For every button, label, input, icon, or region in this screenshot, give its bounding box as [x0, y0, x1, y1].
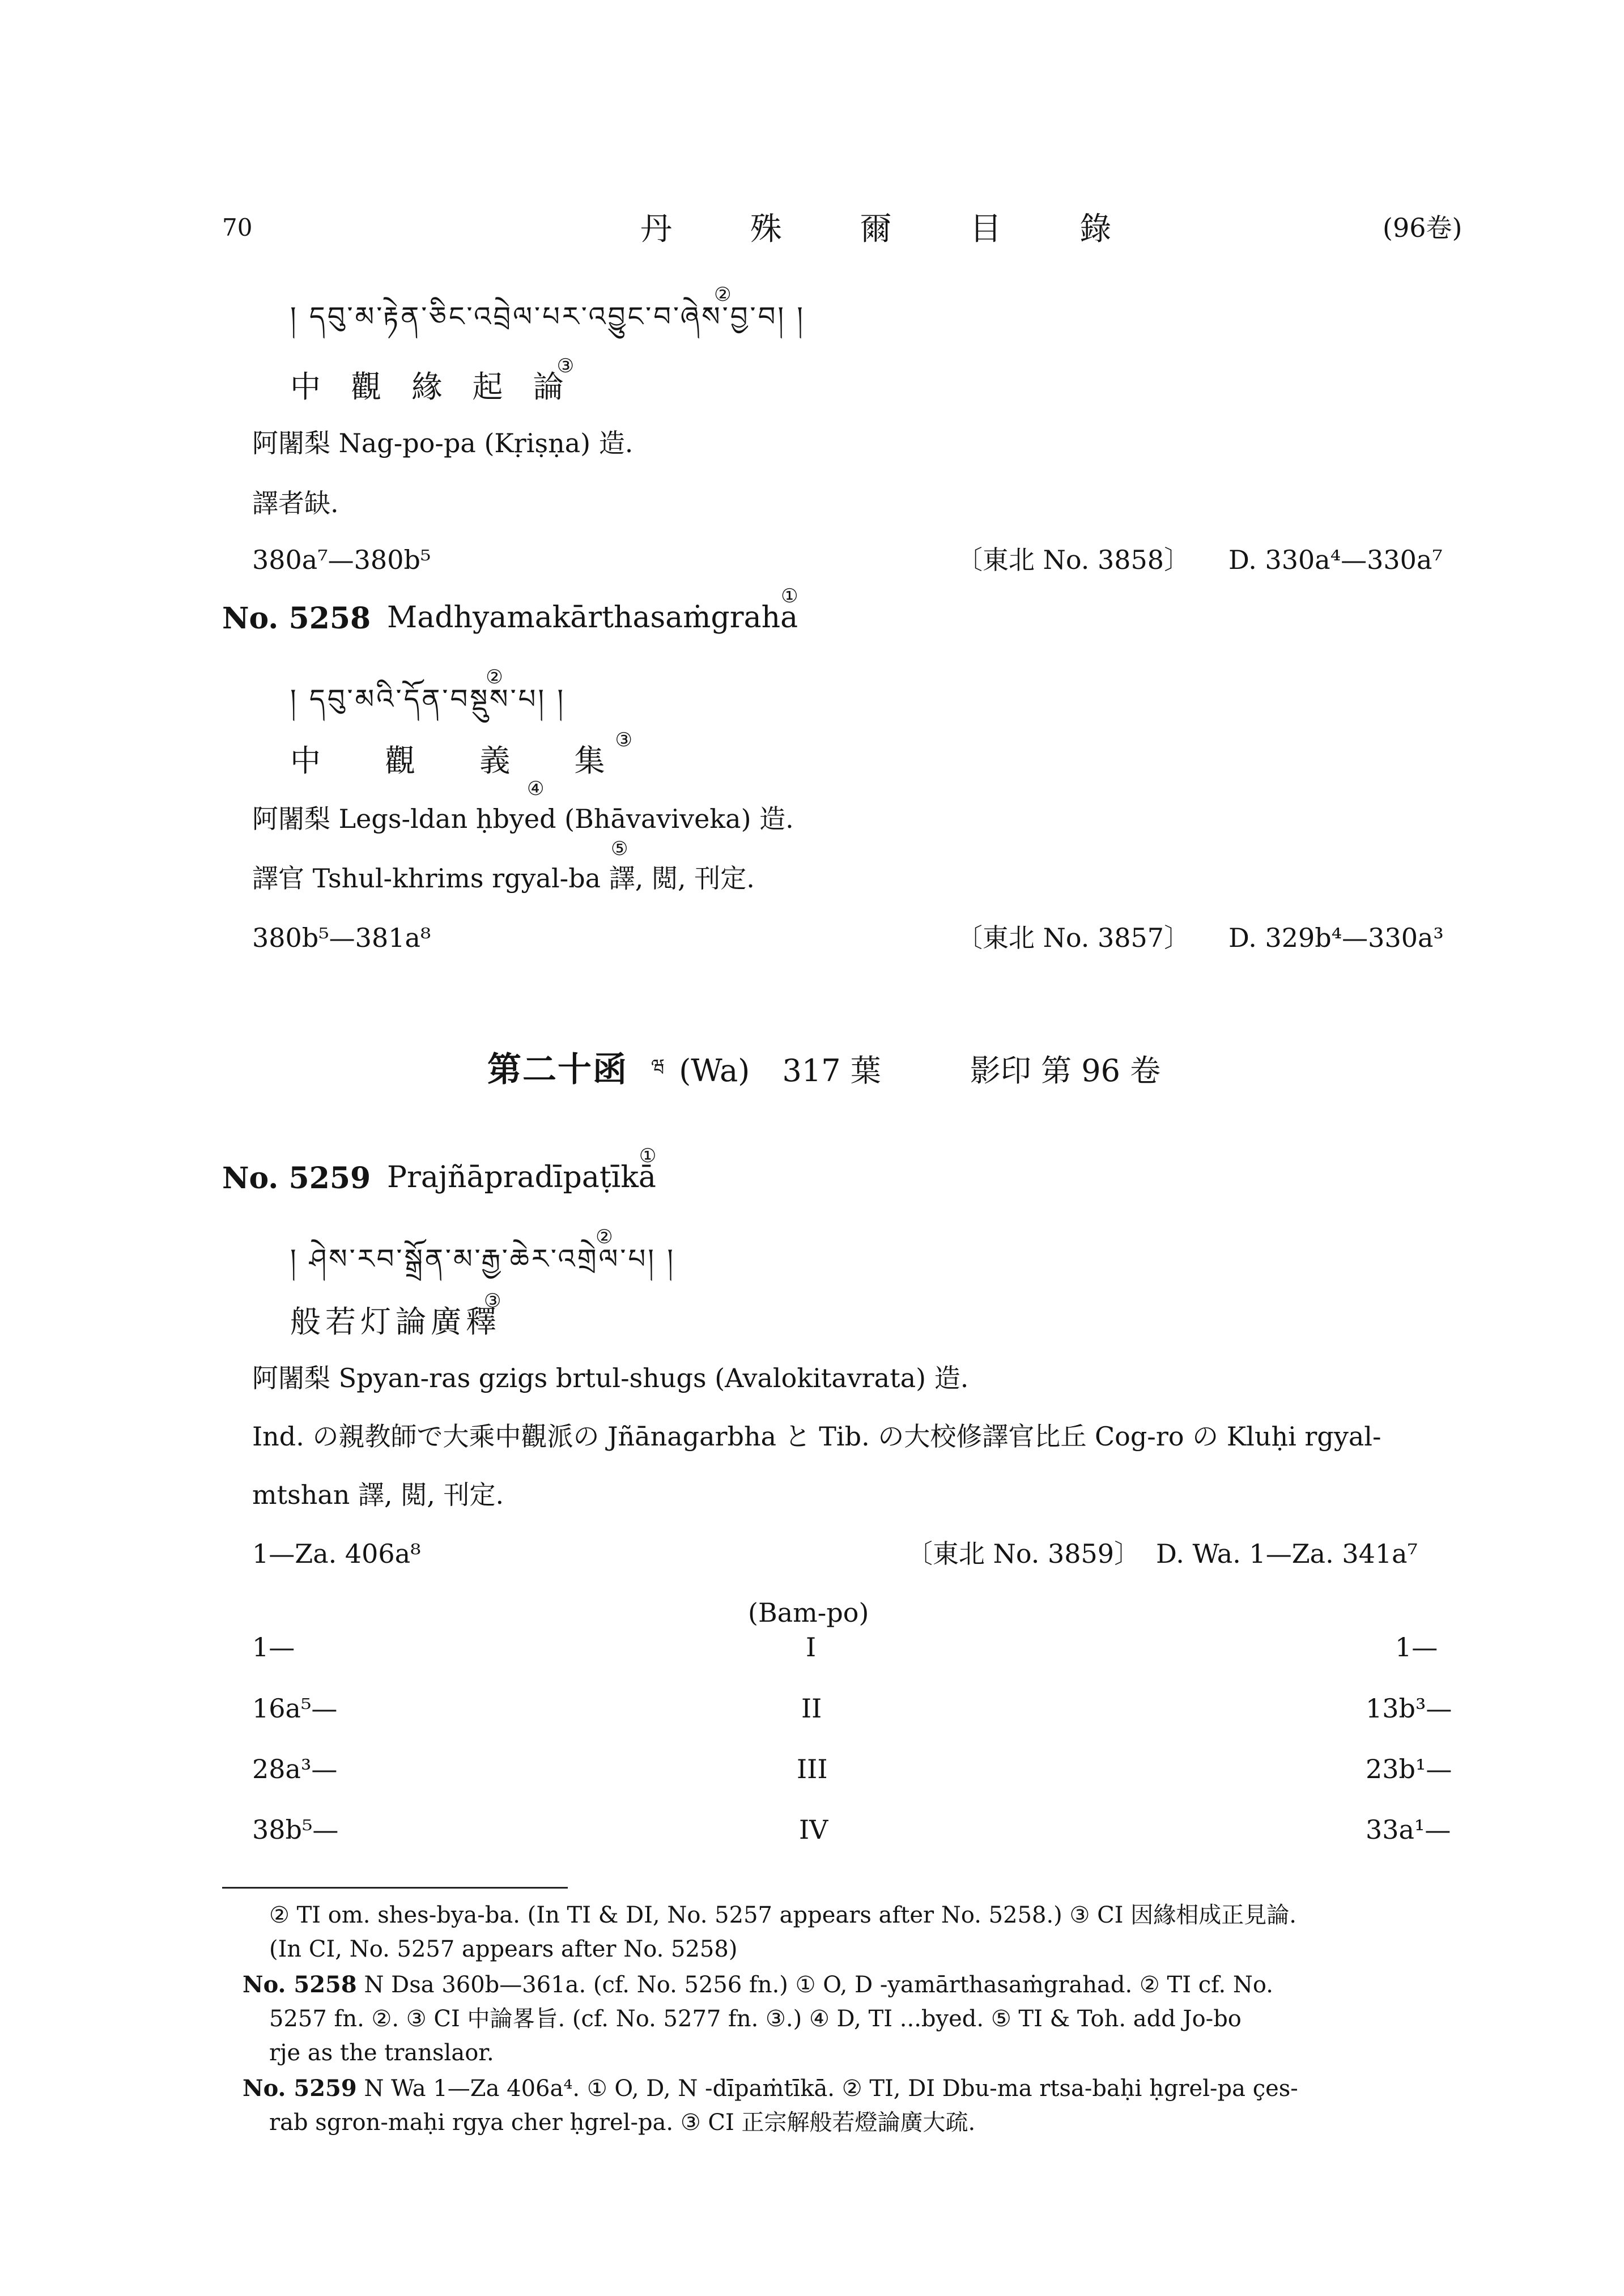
translator-line: 譯官 Tshul-khrims rgyal-ba 譯, 閲, 刊定.	[252, 863, 755, 894]
tibetan-title: ། དབུ་མ་རྟེན་ཅིང་འབྲེལ་པར་འབྱུང་བ་ཞེས་བྱ་བ། ། ②	[290, 283, 805, 333]
footnote-rule	[222, 1887, 568, 1889]
bampo-number: III	[797, 1754, 828, 1784]
author-line: 阿闍梨 Legs-ldan ḥbyed (Bhāvaviveka) 造.	[252, 803, 794, 834]
footnote-mark: ④	[527, 777, 545, 800]
footnote-mark: ②	[486, 666, 505, 688]
derge-ref: D. Wa. 1—Za. 341a⁷	[1156, 1538, 1418, 1569]
bampo-number: IV	[799, 1814, 828, 1845]
translator-line: Ind. の親教師で大乘中觀派の Jñānagarbha と Tib. の大校修譯官比丘 Cog-ro の Kluḥi rgyal-	[252, 1421, 1381, 1452]
derge-ref: D. 330a⁴—330a⁷	[1228, 545, 1443, 575]
bampo-derge: 13b³—	[1366, 1693, 1452, 1724]
tohoku-ref: 〔東北 No. 3857〕	[956, 922, 1191, 953]
footnote-mark: ①	[639, 1145, 657, 1167]
footnote-mark: ②	[714, 283, 734, 306]
running-title: 丹 殊 爾 目 錄	[640, 211, 1146, 248]
folio-range: 1—Za. 406a⁸	[252, 1538, 421, 1569]
bampo-derge: 23b¹—	[1366, 1754, 1452, 1784]
bampo-number: I	[806, 1632, 817, 1663]
author-line: 阿闍梨 Spyan-ras gzigs brtul-shugs (Avalokitavrata) 造.	[252, 1363, 969, 1393]
footnote-mark: ③	[484, 1290, 506, 1312]
footnote-mark: ⑤	[611, 837, 628, 860]
footnote: No. 5259 N Wa 1—Za 406a⁴. ① O, D, N -dīpaṁtīkā. ② TI, DI Dbu-ma rtsa-baḥi ḥgrel-pa çes-	[243, 2075, 1298, 2102]
bampo-derge: 1—	[1395, 1632, 1438, 1663]
page-number: 70	[222, 214, 253, 241]
volume-label: (96卷)	[1383, 212, 1463, 243]
footnote: rje as the translaor.	[269, 2040, 494, 2066]
footnote-mark: ①	[781, 585, 798, 607]
bampo-peking: 38b⁵—	[252, 1814, 339, 1845]
entry-number: No. 5258	[222, 601, 371, 636]
chinese-title: 般若灯論廣釋③	[290, 1290, 506, 1340]
chinese-title: 中 觀 義 集③	[290, 729, 660, 779]
footnote: No. 5258 N Dsa 360b—361a. (cf. No. 5256 fn.) ① O, D -yamārthasaṁgrahad. ② TI cf. No.	[243, 1971, 1274, 1998]
bampo-number: II	[801, 1693, 822, 1724]
bampo-peking: 1—	[252, 1632, 295, 1663]
bampo-derge: 33a¹—	[1366, 1814, 1451, 1845]
tohoku-ref: 〔東北 No. 3858〕	[956, 545, 1191, 575]
bampo-peking: 16a⁵—	[252, 1693, 338, 1724]
entry-number: No. 5259	[222, 1161, 371, 1196]
footnote: rab sgron-maḥi rgya cher ḥgrel-pa. ③ CI 正宗解般若燈論廣大疏.	[269, 2110, 976, 2136]
footnote-mark: ②	[596, 1226, 615, 1248]
footnote: ② TI om. shes-bya-ba. (In TI & DI, No. 5257 appears after No. 5258.) ③ CI 因緣相成正見論.	[269, 1902, 1296, 1928]
footnote: (In CI, No. 5257 appears after No. 5258)	[269, 1936, 738, 1962]
sanskrit-title: Madhyamakārthasaṁgraha①	[387, 585, 798, 635]
footnote-mark: ③	[556, 355, 585, 377]
chinese-title: 中 觀 緣 起 論③	[290, 355, 585, 405]
derge-ref: D. 329b⁴—330a³	[1228, 922, 1444, 953]
tohoku-ref: 〔東北 No. 3859〕	[907, 1538, 1141, 1569]
tibetan-title: ། དབུ་མའི་དོན་བསྡུས་པ། ། ②	[290, 666, 566, 715]
bampo-header: (Bam-po)	[748, 1597, 869, 1628]
translator-line-continued: mtshan 譯, 閲, 刊定.	[252, 1479, 504, 1510]
footnote-mark: ③	[615, 729, 660, 751]
translator-line: 譯者缺.	[252, 488, 339, 518]
footnote: 5257 fn. ②. ③ CI 中論畧旨. (cf. No. 5277 fn. ③.) ④ D, TI ...byed. ⑤ TI & Toh. add Jo-bo	[269, 2006, 1242, 2032]
author-line: 阿闍梨 Nag-po-pa (Kṛiṣṇa) 造.	[252, 428, 634, 458]
bampo-peking: 28a³—	[252, 1754, 338, 1784]
sanskrit-title: Prajñāpradīpaṭīkā①	[387, 1145, 657, 1194]
folio-range: 380a⁷—380b⁵	[252, 545, 431, 575]
section-heading: 第二十函 $^ཝ$ (Wa) 317 葉 影印 第 96 卷	[487, 1050, 1161, 1090]
folio-range: 380b⁵—381a⁸	[252, 922, 431, 953]
tibetan-title: ། ཤེས་རབ་སྒྲོན་མ་རྒྱ་ཆེར་འགྲེལ་པ། ། ②	[290, 1226, 675, 1275]
